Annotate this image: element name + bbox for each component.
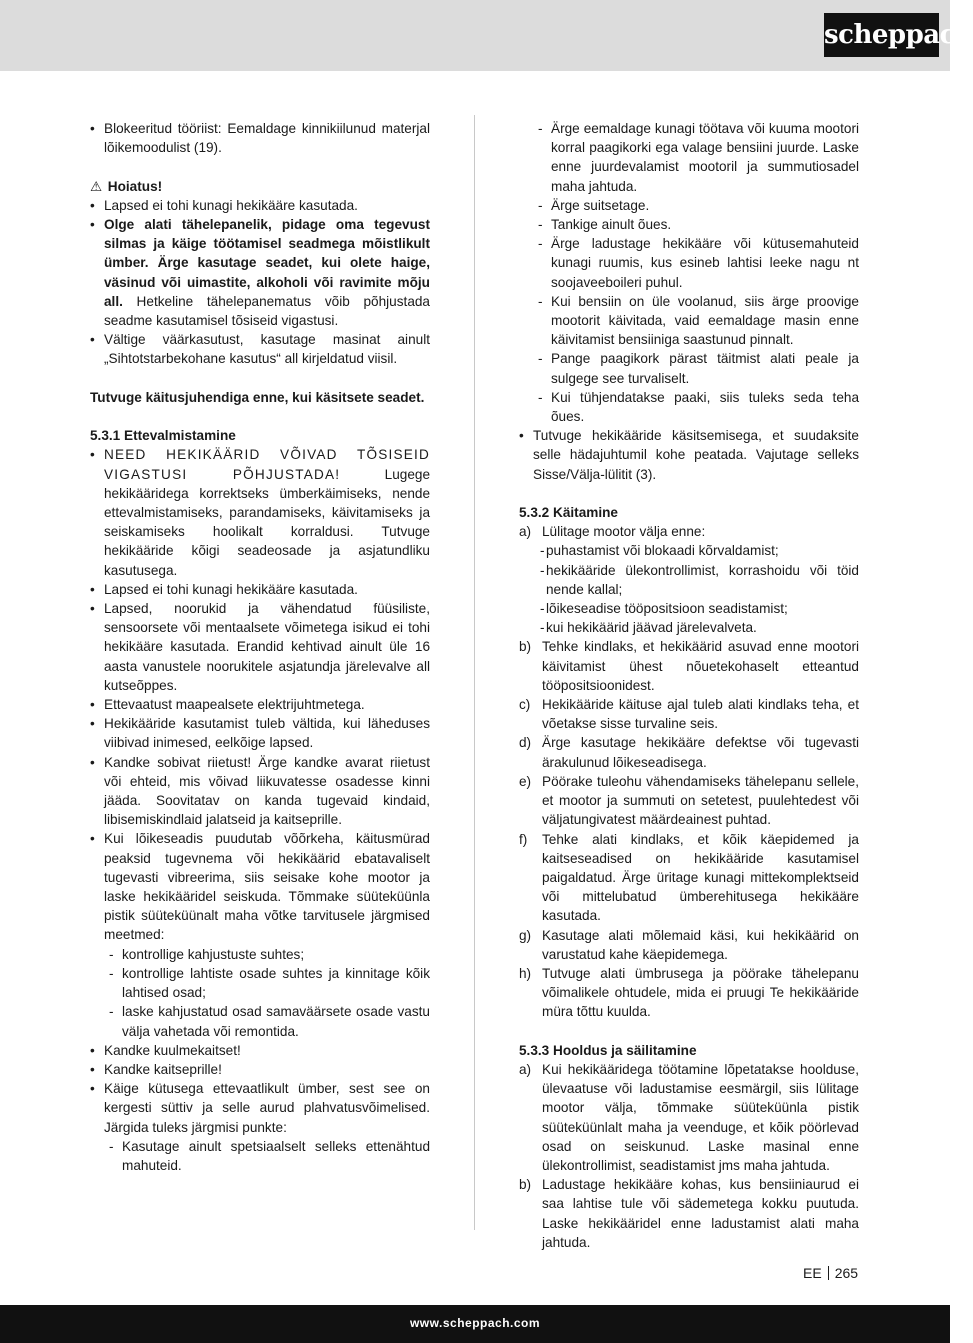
list-item: • Kandke kuulmekaitset! (90, 1042, 241, 1058)
website-url: www.scheppach.com (409, 1316, 541, 1330)
list-item: • NEED HEKIKÄÄRID VÕIVAD TÕSISEID VIGASTUSI PÕHJUSTADA! Lugege hekikääridega korrektseks ümberkäimiseks, nende ettevalmistamiseks, parandamiseks, käivitamiseks ja seiskamiseks hoolikalt korraldusi. Tutvuge hekikääride kõigi seadeosade ja asjatundliku kasutusega. (90, 447, 431, 578)
list-item: b) Ladustage hekikääre kohas, kus bensiiniaurud ei saa lahtise tule või sädemetega kokku puutuda. Laske hekikääridel enne ladustamist alati maha jahtuda. (519, 1177, 859, 1250)
list-item: • Blokeeritud tööriist: Eemaldage kinnikiilunud materjal lõikemoodulist (19). (90, 121, 430, 156)
list-item: - puhastamist või blokaadi kõrvaldamist; (540, 543, 779, 559)
list-item: - Kui tühjendatakse paaki, siis tuleks seda teha õues. (538, 389, 859, 425)
list-item: h) Tutvuge alati ümbrusega ja pöörake tähelepanu võimalikele ohtudele, mida ei pruugi Te hekikääride müra tõttu kuulda. (519, 965, 859, 1020)
list-item: - Kasutage ainult spetsiaalselt selleks ettenähtud mahuteid. (109, 1138, 430, 1173)
list-item: • Lapsed, noorukid ja vähendatud füüsiliste, sensoorsete või mentaalsete võimetega isikud ei tohi hekikääre kasutada. Erandid kehtivad ainult üle 16 aasta vanustele noorukitele asjatundja järelevalve all kutseõppes. (90, 601, 430, 693)
list-item: • Olge alati tähelepanelik, pidage oma tegevust silmas ja käige töötamisel seadmega mõistlikult ümber. Ärge kasutage seadet, kui olete haige, väsinud või uimastite, alkoholi või ravimite mõju all. Hetkeline tähelepanematus võib põhjustada seadme kasutamisel tõsiseid vigastusi. (90, 217, 430, 329)
list-item: c) Hekikääride käituse ajal tuleb alati kindlaks teha, et võetakse sisse turvaline seis. (519, 697, 859, 732)
list-item: • Käige kütusega ettevaatlikult ümber, sest see on kergesti süttiv ja selle aurud plahvatusvõimelised. Järgida tuleks järgmisi punkte: (90, 1081, 430, 1135)
warning-heading: ⚠ Hoiatus! (90, 177, 430, 196)
list-item: a) Kui hekikääridega töötamine lõpetatakse hoolduse, ülevaatuse või ladustamise eesmärgil, siis lülitage mootor välja, tõmmake süüteküünla pistik süüteküünlalt maha ja veenduge, et kõik pöörlevad osad on seiskunud. Laske masinal enne ülekontrollimist, seadistamist jms maha jahtuda. (519, 1061, 859, 1173)
list-item: d) Ärge kasutage hekikääre defektse või tugevasti ärakulunud lõikeseadisega. (519, 735, 859, 770)
list-item: • Vältige väärkasutust, kasutage masinat ainult „Sihtotstarbekohane kasutus“ all kirjeldatud viisil. (90, 332, 430, 367)
list-item: g) Kasutage alati mõlemaid käsi, kui hekikäärid on varustatud kahe käepidemega. (519, 927, 859, 962)
page-footer (0, 1305, 950, 1343)
list-item: - Tankige ainult õues. (538, 217, 672, 233)
list-item: a) Lülitage mootor välja enne: (519, 524, 706, 540)
list-item: • Lapsed ei tohi kunagi hekikääre kasutada. (90, 581, 358, 597)
scheppach-logo: scheppach (824, 13, 939, 57)
list-item: - laske kahjustatud osad samaväärsete osade vastu välja vahetada või remontida. (109, 1004, 430, 1039)
list-item: • Tutvuge hekikääride käsitsemisega, et suudaksite selle hädajuhtumil kohe peatada. Vajutage selleks Sisse/Välja-lülitit (3). (519, 428, 859, 482)
list-item: • Kui lõikeseadis puudutab võõrkeha, käitusmürad peaksid tugevnema või hekikäärid ebatavaliselt tugevasti vibreerima, siis seisake kohe mootor ja laske hekikääridel seiskuda. Tõmmake süüteküünla pistik süüteküünalt maha võtke tarvitusele järgmised meetmed: (90, 831, 430, 943)
list-item: - Ärge suitsetage. (538, 197, 650, 213)
list-item: f) Tehke alati kindlaks, et kõik käepidemed ja kaitseseadised on hekikääride kasutamisel paigaldatud. Ärge üritage kunagi mittekomplektseid või mittelubatud ümberehitusega hekikääre kasutada. (519, 831, 859, 924)
list-item: e) Pöörake tuleohu vähendamiseks tähelepanu sellele, et mootor ja summuti on setetest, puulehtedest või väljatungivatest määrdeainest puhtad. (519, 773, 859, 828)
list-item: - Ärge ladustage hekikääre või kütusemahuteid kunagi ruumis, kus esineb lahtisi leeke nagu nt soojaveeboileri puhul. (538, 236, 859, 290)
list-item: - kontrollige kahjustuste suhtes; (109, 946, 305, 962)
page-header (0, 0, 973, 71)
manual-note: Tutvuge käitusjuhendiga enne, kui käsitsete seadet. (90, 389, 425, 405)
left-column (90, 119, 430, 1175)
page-number: EE 265 (803, 1265, 859, 1281)
list-item: - Pange paagikork pärast täitmist alati peale ja sulgege see turvaliselt. (538, 351, 859, 386)
list-item: • Ettevaatust maapealsete elektrijuhtmetega. (90, 697, 365, 713)
list-item: - Ärge eemaldage kunagi töötava või kuuma mootori korral paagikorki ega valage bensiini juurde. Laske enne juurdevalamist mootoril ja summutiosadel maha jahtuda. (538, 121, 859, 194)
right-column (519, 119, 859, 1252)
list-item: - hekikääride ülekontrollimist, korrashoidu või töid nende kallal; (540, 562, 859, 597)
column-divider (474, 115, 475, 1230)
section-heading-5-3-1: 5.3.1 Ettevalmistamine (90, 428, 236, 444)
section-heading-5-3-2: 5.3.2 Käitamine (519, 505, 618, 521)
list-item: b) Tehke kindlaks, et hekikäärid asuvad enne mootori käivitamist ühest nõuetekohaselt etteantud tööpositsioonidest. (519, 639, 859, 693)
list-item: - kontrollige lahtiste osade suhtes ja kinnitage kõik lahtised osad; (109, 965, 430, 1001)
section-heading-5-3-3: 5.3.3 Hooldus ja säilitamine (519, 1042, 697, 1058)
list-item: • Hekikääride kasutamist tuleb vältida, kui läheduses viibivad inimesed, eelkõige lapsed. (90, 716, 430, 751)
list-item: • Kandke sobivat riietust! Ärge kandke avarat riietust või ehteid, mis võivad liikuvatesse osadesse kinni jääda. Soovitatav on kanda tugevaid kindaid, libisemiskindlaid jalatseid ja kaitseprille. (90, 754, 430, 828)
list-item: - kui hekikäärid jäävad järelevalveta. (540, 620, 757, 636)
list-item: • Lapsed ei tohi kunagi hekikääre kasutada. (90, 197, 358, 213)
list-item: - lõikeseadise tööpositsioon seadistamist; (540, 601, 788, 617)
list-item: - Kui bensiin on üle voolanud, siis ärge proovige mootorit käivitada, vaid eemaldage masin enne käivitamist bensiiniga saastunud pinnalt. (538, 293, 859, 348)
warning-triangle-icon: ⚠ (90, 178, 103, 194)
list-item: • Kandke kaitseprille! (90, 1061, 222, 1077)
